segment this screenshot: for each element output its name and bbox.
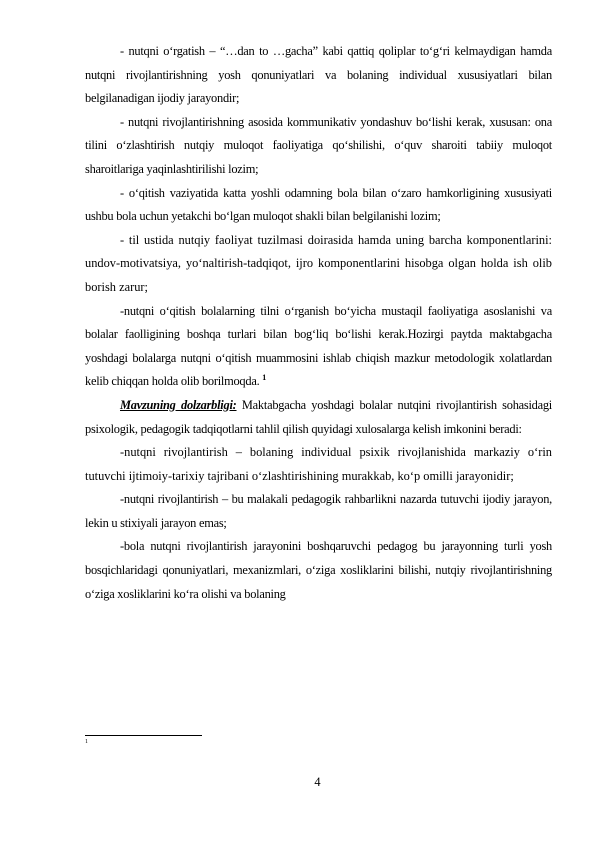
paragraph-conclusion-creative-process: -nutqni rivojlantirish – bu malakali pedagogik rahbarlikni nazarda tutuvchi ijodiy jarayon, lekin u stixiyali jarayon emas;: [85, 492, 552, 530]
paragraph-adult-child-cooperation: - o‘qitish vaziyatida katta yoshli odamning bola bilan o‘zaro hamkorligining xususiyati ushbu bola uchun yetakchi bo‘lgan muloqot shakli bilan belgilanishi lozim;: [85, 185, 552, 224]
paragraph-independent-activity-text: -nutqni o‘qitish bolalarning tilni o‘rganish bo‘yicha mustaqil faoliyatiga asoslanishi va bolalar faolligining boshqa turlari bilan bog‘liq bo‘lishi kerak.Hozirgi paytda maktabgacha yoshdagi bolalarga nutqni o‘qitish muammosini ishlab chiqish mazkur metodologik xolatlardan kelib chiqqan holda olib borilmoqda.: [85, 303, 552, 389]
page-number: 4: [314, 775, 321, 789]
paragraph-relevance: [85, 394, 552, 441]
body-text: [85, 40, 552, 606]
paragraph-speech-activity-structure: - til ustida nutqiy faoliyat tuzilmasi doirasida hamda uning barcha komponentlarini: undov-motivatsiya, yo‘naltirish-tadqiqot, ijro komponentlarini hisobga olgan holda ish olib borish zarur;: [85, 232, 552, 294]
paragraph-independent-activity: [85, 300, 552, 394]
paragraph-conclusion-complex-process: -nutqni rivojlantirish – bolaning individual psixik rivojlanishida markaziy o‘rin tutuvchi ijtimoiy-tarixiy tajribani o‘zlashtirishining murakkab, ko‘p omilli jarayonidir;: [85, 445, 552, 483]
footnote-separator: [85, 735, 202, 736]
paragraph-communicative-approach: - nutqni rivojlantirishning asosida kommunikativ yondashuv bo‘lishi kerak, xususan: ona tilini o‘zlashtirish nutqiy muloqot faoliyatiga qo‘shilishi, o‘quv sharoiti tabiiy muloqot sharoitlariga yaqinlashtirilishi lozim;: [85, 114, 552, 176]
relevance-heading: Mavzuning dolzarbligi:: [120, 397, 237, 412]
paragraph-strict-templates: - nutqni o‘rgatish – “…dan to …gacha” kabi qattiq qoliplar to‘g‘ri kelmaydigan hamda nutqni rivojlantirishning yosh qonuniyatlari va bolaning individual xususiyatlari bilan belgilanadigan ijodiy jarayondir;: [85, 44, 552, 106]
paragraph-conclusion-pedagogue: -bola nutqni rivojlantirish jarayonini boshqaruvchi pedagog bu jarayonning turli yosh bosqichlaridagi qonuniyatlari, mexanizmlari, o‘ziga xosliklarini bilishi, nutqiy rivojlantirishning o‘ziga xosliklarini ko‘ra olishi va bolaning: [85, 539, 552, 601]
footnote-marker: 1: [85, 739, 88, 745]
relevance-text: Maktabgacha yoshdagi bolalar nutqini rivojlantirish sohasidagi psixologik, pedagogik tadqiqotlarni tahlil qilish quyidagi xulosalarga kelish imkonini beradi:: [85, 397, 552, 436]
footnote-reference[interactable]: 1: [262, 373, 267, 383]
